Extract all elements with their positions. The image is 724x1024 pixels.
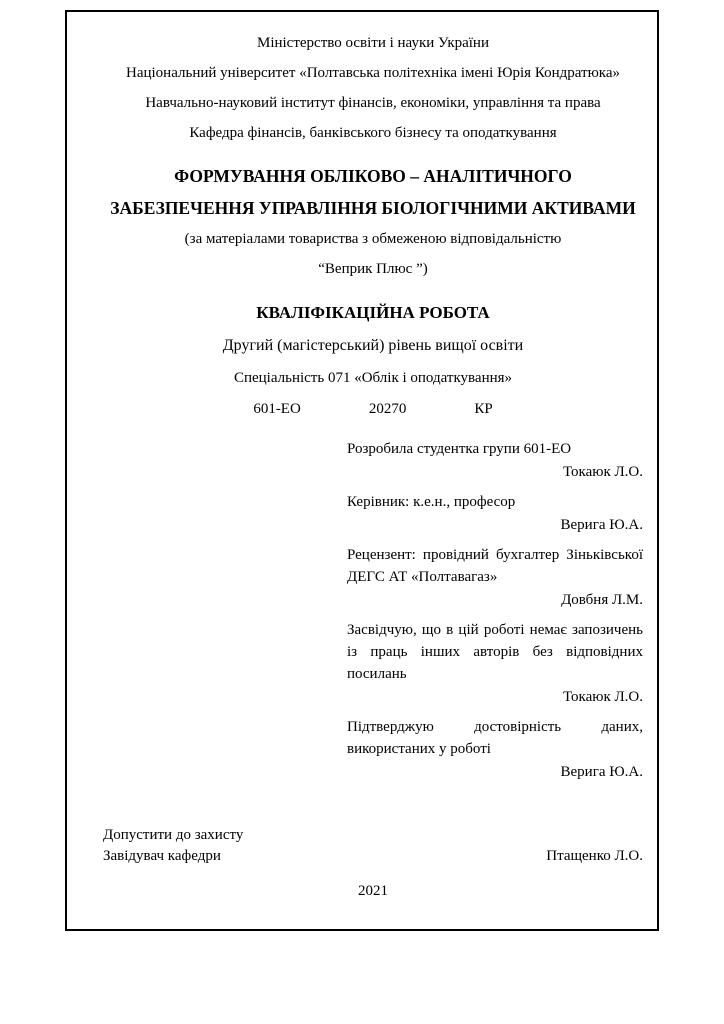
signature-name: Довбня Л.М.: [561, 592, 643, 608]
signature-name: Верига Ю.А.: [560, 764, 643, 780]
department-head-row: [103, 845, 643, 867]
admit-to-defense-line: Допустити до захисту: [103, 827, 244, 843]
ministry-line: Міністерство освіти і науки України: [256, 35, 489, 51]
signature-role: Засвідчую, що в цій роботі немає запозичень із праць інших авторів без відповідних посилань: [347, 622, 643, 682]
signature-entry-data-confirmation: [347, 716, 643, 785]
work-type-code: КР: [474, 401, 493, 417]
work-code: 20270: [368, 401, 407, 417]
signature-entry-student: [347, 438, 643, 485]
department-head-position: Завідувач кафедри: [103, 848, 221, 864]
signature-entry-reviewer: [347, 544, 643, 613]
thesis-title-line-2: ЗАБЕЗПЕЧЕННЯ УПРАВЛІННЯ БІОЛОГІЧНИМИ АКТИВАМИ: [110, 198, 636, 218]
work-type-heading: КВАЛІФІКАЦІЙНА РОБОТА: [256, 303, 490, 322]
thesis-title: [103, 160, 643, 224]
signature-role: Підтверджую достовірність даних, використаних у роботі: [347, 719, 643, 757]
signature-role: Розробила студентка групи 601-ЕО: [347, 441, 572, 457]
specialty-line: Спеціальність 071 «Облік і оподаткування»: [233, 370, 513, 386]
year-line: 2021: [358, 883, 388, 899]
signature-name: Токаюк Л.О.: [562, 689, 643, 705]
group-code: 601-ЕО: [253, 401, 301, 417]
department-line: Кафедра фінансів, банківського бізнесу та оподаткування: [189, 125, 557, 141]
codes-row: [103, 394, 643, 424]
signature-entry-supervisor: [347, 491, 643, 538]
signature-entry-originality-statement: [347, 619, 643, 710]
title-page-border-frame: [65, 10, 659, 931]
signature-name: Токаюк Л.О.: [562, 464, 643, 480]
signature-name: Верига Ю.А.: [560, 517, 643, 533]
degree-level-line: Другий (магістерський) рівень вищої освіти: [222, 337, 524, 354]
signature-role: Керівник: к.е.н., професор: [347, 494, 516, 510]
thesis-subtitle-line-2: “Веприк Плюс ”): [318, 261, 428, 277]
department-head-name: Птащенко Л.О.: [546, 848, 643, 864]
thesis-subtitle-line-1: (за матеріалами товариства з обмеженою відповідальністю: [184, 231, 562, 247]
thesis-title-line-1: ФОРМУВАННЯ ОБЛІКОВО – АНАЛІТИЧНОГО: [174, 166, 572, 186]
university-line: Національний університет «Полтавська політехніка імені Юрія Кондратюка»: [125, 65, 620, 81]
signature-role: Рецензент: провідний бухгалтер Зіньківської ДЕГС АТ «Полтавагаз»: [347, 547, 643, 585]
approval-block: [103, 825, 643, 867]
signatures-block: [347, 438, 643, 785]
institute-line: Навчально-науковий інститут фінансів, економіки, управління та права: [145, 95, 601, 111]
